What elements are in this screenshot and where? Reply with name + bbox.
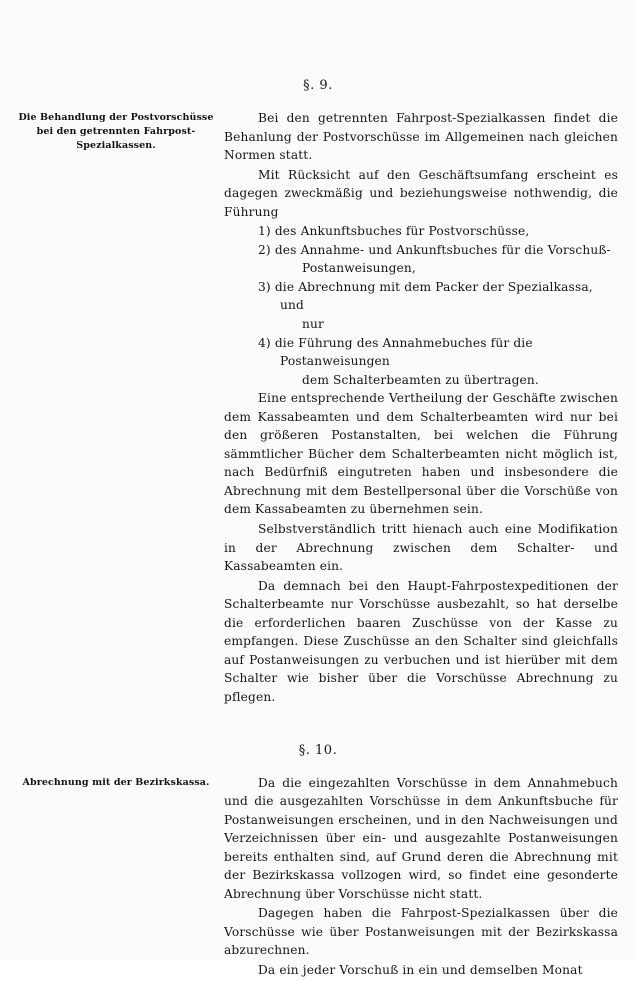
list-item-subline: nur xyxy=(302,317,324,332)
paragraph: Mit Rücksicht auf den Geschäftsumfang erscheint es dagegen zweckmäßig und beziehungsweise nothwendig, die Führung xyxy=(224,167,618,219)
list-item-marker: 3) xyxy=(258,279,271,294)
enumerated-list xyxy=(224,222,618,389)
list-item-text: die Abrechnung mit dem Packer der Spezialkassa, und xyxy=(274,279,593,313)
section-9-block xyxy=(18,109,618,708)
list-item xyxy=(224,278,618,334)
section-10-block xyxy=(18,774,618,981)
section-9-body xyxy=(214,109,618,708)
list-item xyxy=(224,334,618,390)
paragraph: Da die eingezahlten Vorschüsse in dem Annahmebuch und die ausgezahlten Vorschüsse in dem Ankunftsbuche für Postanweisungen erscheinen, und in den Nachweisungen und Verzeichnissen über ein- und ausgezahlte Postanweisungen bereits enthalten sind, auf Grund deren die Abrechnung mit der Bezirkskassa vollzogen wird, so findet eine gesonderte Abrechnung über Vorschüsse nicht statt. xyxy=(224,775,618,901)
paragraph: Eine entsprechende Vertheilung der Geschäfte zwischen dem Kassabeamten und dem Schalterbeamten wird nur bei den größeren Postanstalten, bei welchen die Führung sämmtlicher Bücher dem Schalterbeamten nicht möglich ist, nach Bedürfniß eingutreten haben und insbesondere die Abrechnung mit dem Bestellpersonal über die Vorschüße von dem Kassabeamten zu übernehmen sein. xyxy=(224,391,618,517)
list-item-text: des Annahme- und Ankunftsbuches für die Vorschuß- xyxy=(274,242,611,257)
list-item-subline: Postanweisungen, xyxy=(302,261,416,276)
paragraph: Bei den getrennten Fahrpost-Spezialkassen findet die Behanlung der Postvorschüsse im Allgemeinen nach gleichen Normen statt. xyxy=(224,111,618,163)
margin-note-10: Abrechnung mit der Bezirkskassa. xyxy=(22,776,210,788)
section-10-body xyxy=(214,774,618,981)
paragraph: Selbstverständlich tritt hienach auch eine Modifikation in der Abrechnung zwischen dem Schalter- und Kassabeamten ein. xyxy=(224,522,618,574)
list-item-subline: dem Schalterbeamten zu übertragen. xyxy=(302,372,539,387)
page-content xyxy=(18,78,618,981)
list-item-marker: 4) xyxy=(258,335,271,350)
paragraph: Da ein jeder Vorschuß in ein und demselben Monat xyxy=(258,962,583,977)
paragraph: Da demnach bei den Haupt-Fahrpostexpeditionen der Schalterbeamte nur Vorschüsse ausbezahlt, so hat derselbe die erforderlichen baaren Zuschüsse von der Kasse zu empfangen. Diese Zuschüsse an den Schalter sind gleichfalls auf Postanweisungen zu verbuchen und ist hierüber mit dem Schalter wie bisher über die Vorschüsse Abrechnung zu pflegen. xyxy=(224,578,618,704)
section-heading-9: §. 9. xyxy=(303,78,333,93)
list-item-text: des Ankunftsbuches für Postvorschüsse, xyxy=(274,224,530,239)
list-item xyxy=(224,222,618,241)
list-item xyxy=(224,241,618,278)
paragraph: Dagegen haben die Fahrpost-Spezialkassen über die Vorschüsse wie über Postanweisungen mit der Bezirkskassa abzurechnen. xyxy=(224,906,618,958)
section-heading-10: §. 10. xyxy=(298,742,338,758)
margin-note-9: Die Behandlung der Postvorschüsse bei den getrennten Fahrpost-Spezialkassen. xyxy=(18,112,214,151)
list-item-marker: 2) xyxy=(258,242,271,257)
list-item-marker: 1) xyxy=(258,224,271,239)
list-item-text: die Führung des Annahmebuches für die Postanweisungen xyxy=(274,335,533,369)
